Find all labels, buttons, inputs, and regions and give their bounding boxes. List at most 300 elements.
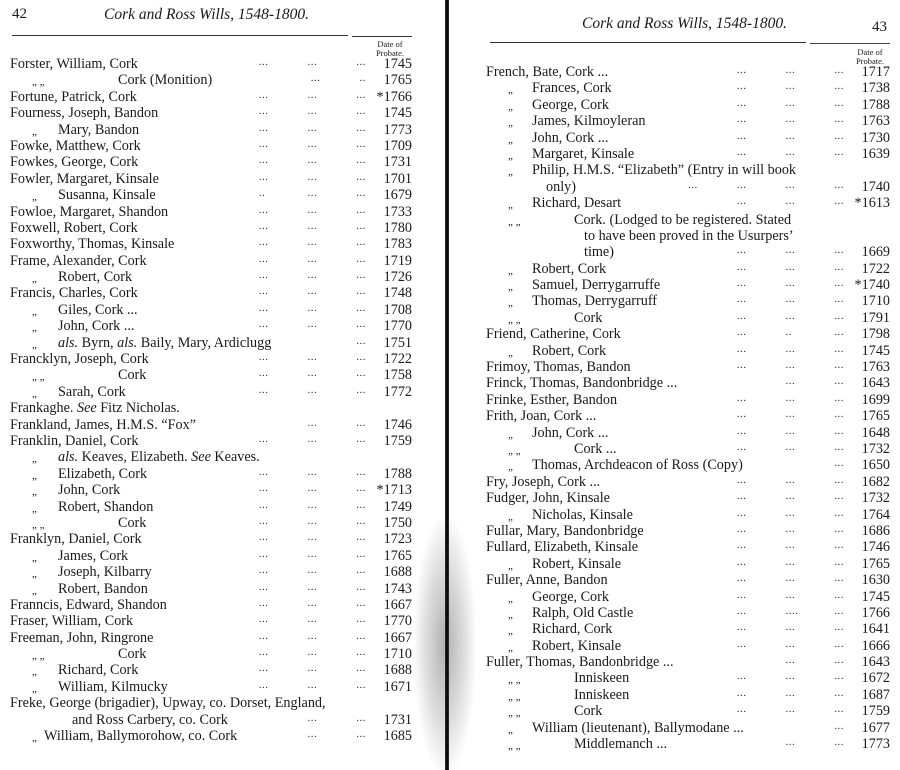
- probate-year: 1791: [861, 309, 890, 326]
- leader-dots: ... ... ...: [258, 547, 366, 560]
- probate-year: 1763: [861, 113, 890, 130]
- entry-name: Cork. (Lodged to be registered. Stated: [574, 211, 792, 228]
- entry-name: Philip, H.M.S. “Elizabeth” (Entry in will book: [532, 162, 797, 179]
- probate-year: 1643: [861, 654, 890, 671]
- entry-name: Robert, Bandon: [58, 580, 148, 597]
- running-title: Cork and Ross Wills, 1548-1800.: [104, 6, 309, 23]
- probate-year: 1679: [383, 187, 412, 204]
- probate-year: 1748: [383, 285, 412, 302]
- ditto-mark: „ „: [508, 674, 521, 687]
- header-rule-short: [810, 43, 890, 44]
- entry-name: Fuller, Thomas, Bandonbridge ...: [486, 654, 674, 671]
- ditto-mark: „: [508, 166, 513, 179]
- entry-name: George, Cork: [532, 96, 609, 113]
- entry-name: Fourness, Joseph, Bandon: [10, 105, 159, 122]
- leader-dots: ... ... ...: [736, 342, 844, 355]
- entry-name: Cork: [118, 367, 147, 384]
- probate-year: 1765: [383, 72, 412, 89]
- probate-year: 1773: [383, 121, 412, 138]
- ditto-mark: „: [508, 625, 513, 638]
- leader-dots: ... ... ...: [258, 269, 366, 282]
- ditto-mark: „: [508, 461, 513, 474]
- probate-year: 1766: [861, 604, 890, 621]
- entry-name: Frinck, Thomas, Bandonbridge ...: [486, 375, 678, 392]
- probate-year: 1740: [861, 178, 890, 195]
- ditto-mark: „: [508, 149, 513, 162]
- entry-name: Richard, Desart: [532, 195, 622, 212]
- entry-name: Mary, Bandon: [58, 121, 140, 138]
- leader-dots: ... ... ...: [736, 359, 844, 372]
- entry-name: Joseph, Kilbarry: [58, 564, 152, 581]
- entry-name: Robert, Cork: [532, 260, 607, 277]
- entry-name: Middlemanch ...: [574, 736, 667, 753]
- probate-year: 1687: [861, 686, 890, 703]
- entry-name: Forster, William, Cork: [10, 56, 138, 72]
- entry-name: als. Byrn, als. Baily, Mary, Ardiclugg: [58, 334, 272, 351]
- entry-name: Fowloe, Margaret, Shandon: [10, 203, 169, 220]
- leader-dots: ... .. ...: [736, 326, 844, 339]
- leader-dots: ... ... ...: [258, 596, 366, 609]
- entry-name: Thomas, Archdeacon of Ross (Copy): [532, 457, 743, 474]
- entry-name: French, Bate, Cork ...: [486, 64, 609, 80]
- leader-dots: ... ... ...: [736, 113, 844, 126]
- leader-dots: ... ... ...: [736, 555, 844, 568]
- probate-year: 1730: [861, 129, 890, 146]
- ditto-mark: „: [508, 199, 513, 212]
- probate-year: 1749: [383, 498, 412, 515]
- ditto-mark: „: [32, 338, 37, 351]
- leader-dots: ... ... ...: [736, 293, 844, 306]
- probate-year: 1710: [861, 293, 890, 310]
- ditto-mark: „: [508, 297, 513, 310]
- leader-dots: ... ...: [785, 654, 844, 667]
- leader-dots: ... ... ...: [736, 473, 844, 486]
- ditto-mark: „: [32, 568, 37, 581]
- leader-dots: ... ...: [785, 736, 844, 749]
- probate-year: 1759: [383, 432, 412, 449]
- probate-year: 1765: [861, 408, 890, 425]
- ditto-mark: „: [32, 486, 37, 499]
- probate-year: 1745: [383, 56, 412, 72]
- probate-year: 1639: [861, 145, 890, 162]
- entry-list: [486, 64, 890, 752]
- probate-year: 1710: [383, 646, 412, 663]
- ditto-mark: „: [32, 682, 37, 695]
- entry-name: Frinke, Esther, Bandon: [486, 391, 618, 408]
- leader-dots: ... ... ...: [258, 137, 366, 150]
- leader-dots: ... ... ...: [258, 580, 366, 593]
- probate-year: 1788: [383, 465, 412, 482]
- entry-name: Ralph, Old Castle: [532, 604, 634, 621]
- probate-year: 1765: [861, 555, 890, 572]
- entry-name: to have been proved in the Usurpers’: [584, 227, 794, 244]
- probate-year: 1745: [861, 588, 890, 605]
- entry-name: Fullard, Elizabeth, Kinsale: [486, 539, 639, 556]
- leader-dots: ... ... ...: [736, 637, 844, 650]
- probate-year: 1671: [383, 678, 412, 695]
- entry-name: and Ross Carbery, co. Cork: [72, 711, 228, 728]
- entry-name: Fowke, Matthew, Cork: [10, 137, 141, 154]
- leader-dots: ... ... ...: [258, 351, 366, 364]
- leader-dots: ... ... ...: [736, 80, 844, 93]
- ditto-mark: „ „: [32, 650, 45, 663]
- entry-row: [486, 212, 890, 228]
- ditto-mark: „: [32, 584, 37, 597]
- entry-name: James, Cork: [58, 547, 129, 564]
- probate-year: 1650: [861, 457, 890, 474]
- probate-year: 1717: [861, 64, 890, 80]
- leader-dots: ... ... ...: [736, 408, 844, 421]
- entry-name: Frances, Cork: [532, 80, 612, 97]
- probate-year: 1667: [383, 629, 412, 646]
- probate-year: 1770: [383, 318, 412, 335]
- entry-name: Frith, Joan, Cork ...: [486, 408, 597, 425]
- probate-year: 1709: [383, 137, 412, 154]
- probate-year: 1701: [383, 170, 412, 187]
- probate-year: 1722: [383, 351, 412, 368]
- probate-year: 1723: [383, 531, 412, 548]
- entry-name: Fowkes, George, Cork: [10, 154, 139, 171]
- entry-name: Foxworthy, Thomas, Kinsale: [10, 236, 175, 253]
- probate-year: 1667: [383, 596, 412, 613]
- probate-year: 1699: [861, 391, 890, 408]
- entry-row: [486, 736, 890, 752]
- entry-row: [10, 679, 412, 695]
- probate-year: *1766: [376, 88, 412, 105]
- column-header-date-of-probate: [848, 48, 892, 65]
- probate-year: 1733: [383, 203, 412, 220]
- probate-year: 1722: [861, 260, 890, 277]
- entry-name: Elizabeth, Cork: [58, 465, 148, 482]
- ditto-mark: „: [32, 305, 37, 318]
- ditto-mark: „: [508, 723, 513, 736]
- ditto-mark: „: [508, 428, 513, 441]
- entry-list: [10, 56, 412, 744]
- leader-dots: ... ... ...: [258, 383, 366, 396]
- leader-dots: ... ... ...: [258, 564, 366, 577]
- entry-name: Cork: [118, 514, 147, 531]
- entry-name: Frame, Alexander, Cork: [10, 252, 147, 269]
- probate-year: 1783: [383, 236, 412, 253]
- leader-dots: ...: [834, 719, 844, 732]
- probate-year: 1788: [861, 96, 890, 113]
- entry-name: Frankaghe. See Fitz Nicholas.: [10, 400, 180, 417]
- leader-dots: ... ... ...: [258, 678, 366, 691]
- probate-year: 1731: [383, 154, 412, 171]
- entry-name: Francis, Charles, Cork: [10, 285, 138, 302]
- probate-year: 1770: [383, 613, 412, 630]
- ditto-mark: „: [32, 469, 37, 482]
- probate-year: 1798: [861, 326, 890, 343]
- right-page: [452, 0, 900, 770]
- probate-year: 1763: [861, 359, 890, 376]
- leader-dots: ... ...: [785, 375, 844, 388]
- probate-year: 1648: [861, 424, 890, 441]
- ditto-mark: „: [32, 732, 37, 745]
- leader-dots: ... ... ...: [736, 703, 844, 716]
- leader-dots: ... ... ...: [736, 96, 844, 109]
- entry-name: Cork (Monition): [118, 72, 213, 89]
- ditto-mark: „: [508, 117, 513, 130]
- entry-name: Cork: [574, 703, 603, 720]
- leader-dots: ... ... ...: [736, 621, 844, 634]
- leader-dots: ... ... ... ...: [688, 178, 844, 191]
- leader-dots: ... ... ...: [736, 277, 844, 290]
- leader-dots: ... ... ...: [258, 465, 366, 478]
- probate-year: 1666: [861, 637, 890, 654]
- entry-name: John, Cork ...: [58, 318, 135, 335]
- entry-name: William, Ballymorohow, co. Cork: [44, 728, 238, 745]
- entry-row: [486, 195, 890, 211]
- entry-name: als. Keaves, Elizabeth. See Keaves.: [58, 449, 260, 466]
- probate-year: 1685: [383, 728, 412, 745]
- entry-name: William, Kilmucky: [58, 678, 168, 695]
- probate-year: 1732: [861, 440, 890, 457]
- page-number: 43: [872, 19, 887, 35]
- probate-year: 1731: [383, 711, 412, 728]
- probate-year: 1686: [861, 522, 890, 539]
- leader-dots: ... ... ...: [258, 646, 366, 659]
- entry-name: only): [546, 178, 576, 195]
- leader-dots: ... ... ...: [258, 613, 366, 626]
- ditto-mark: „: [32, 551, 37, 564]
- leader-dots: ... ... ...: [736, 572, 844, 585]
- entry-name: Nicholas, Kinsale: [532, 506, 633, 523]
- leader-dots: ... ... ...: [736, 424, 844, 437]
- left-page: [0, 0, 440, 770]
- leader-dots: ... ... ...: [736, 244, 844, 257]
- column-header-line-2: Probate.: [855, 55, 885, 66]
- entry-name: Robert, Kinsale: [532, 637, 622, 654]
- entry-name: Cork ...: [574, 440, 617, 457]
- ditto-mark: „: [508, 133, 513, 146]
- entry-name: Samuel, Derrygarruffe: [532, 277, 661, 294]
- entry-name: Fuller, Anne, Bandon: [486, 572, 608, 589]
- probate-year: 1745: [383, 105, 412, 122]
- entry-name: James, Kilmoyleran: [532, 113, 646, 130]
- leader-dots: ... ... ...: [736, 195, 844, 208]
- ditto-mark: „: [32, 453, 37, 466]
- entry-name: Frimoy, Thomas, Bandon: [486, 359, 631, 376]
- probate-year: 1688: [383, 564, 412, 581]
- column-header-line-1: Date of: [857, 47, 883, 57]
- leader-dots: ... ... ...: [258, 56, 366, 68]
- ditto-mark: „: [32, 666, 37, 679]
- ditto-mark: „: [508, 100, 513, 113]
- entry-name: Fullar, Mary, Bandonbridge: [486, 522, 644, 539]
- leader-dots: ... ... ...: [736, 145, 844, 158]
- entry-name: Franklyn, Daniel, Cork: [10, 531, 142, 548]
- entry-name: Fry, Joseph, Cork ...: [486, 473, 601, 490]
- ditto-mark: „ „: [508, 215, 521, 228]
- entry-name: Richard, Cork: [58, 662, 139, 679]
- entry-name: Thomas, Derrygarruff: [532, 293, 658, 310]
- entry-name: John, Cork ...: [532, 129, 609, 146]
- leader-dots: ... ... ...: [736, 490, 844, 503]
- entry-row: [486, 703, 890, 719]
- entry-name: Susanna, Kinsale: [58, 187, 156, 204]
- leader-dots: .. ... ...: [258, 187, 366, 200]
- entry-name: Fudger, John, Kinsale: [486, 490, 610, 507]
- entry-name: Fraser, William, Cork: [10, 613, 134, 630]
- leader-dots: ... ... ...: [258, 252, 366, 265]
- entry-row: [10, 318, 412, 334]
- header-rule: [490, 42, 806, 43]
- leader-dots: ... ...: [307, 711, 366, 724]
- leader-dots: ... ... ...: [258, 498, 366, 511]
- ditto-mark: „: [32, 387, 37, 400]
- ditto-mark: „: [508, 592, 513, 605]
- column-header-line-2: Probate.: [375, 47, 405, 58]
- book-spine: [445, 0, 449, 770]
- header-rule-short: [352, 36, 412, 37]
- entry-name: Margaret, Kinsale: [532, 145, 635, 162]
- ditto-mark: „ „: [32, 518, 45, 531]
- entry-name: Cork: [574, 309, 603, 326]
- ditto-mark: „ „: [508, 707, 521, 720]
- entry-name: time): [584, 244, 614, 261]
- leader-dots: ... ... ...: [258, 301, 366, 314]
- column-header-date-of-probate: [368, 40, 412, 57]
- probate-year: 1708: [383, 301, 412, 318]
- probate-year: 1669: [861, 244, 890, 261]
- leader-dots: ... ... ...: [736, 539, 844, 552]
- entry-name: John, Cork: [58, 482, 121, 499]
- ditto-mark: „: [32, 191, 37, 204]
- entry-name: Franklin, Daniel, Cork: [10, 432, 139, 449]
- ditto-mark: „: [32, 273, 37, 286]
- probate-year: 1751: [383, 334, 412, 351]
- ditto-mark: „: [32, 502, 37, 515]
- probate-year: 1643: [861, 375, 890, 392]
- probate-year: 1773: [861, 736, 890, 753]
- leader-dots: ... ... ...: [258, 105, 366, 118]
- ditto-mark: „ „: [508, 740, 521, 753]
- leader-dots: ... ... ...: [258, 236, 366, 249]
- entry-name: Robert, Kinsale: [532, 555, 622, 572]
- leader-dots: ... ... ...: [258, 531, 366, 544]
- ditto-mark: „: [508, 281, 513, 294]
- leader-dots: ... ... ...: [258, 629, 366, 642]
- leader-dots: ... ... ...: [736, 522, 844, 535]
- probate-year: 1688: [383, 662, 412, 679]
- leader-dots: ... ... ...: [736, 440, 844, 453]
- ditto-mark: „: [508, 84, 513, 97]
- leader-dots: ... ...: [307, 728, 366, 741]
- probate-year: 1743: [383, 580, 412, 597]
- ditto-mark: „: [508, 641, 513, 654]
- probate-year: 1758: [383, 367, 412, 384]
- probate-year: 1719: [383, 252, 412, 269]
- entry-name: Freke, George (brigadier), Upway, co. Dorset, England,: [10, 695, 326, 712]
- leader-dots: ... ... ...: [258, 662, 366, 675]
- entry-name: Francklyn, Joseph, Cork: [10, 351, 149, 368]
- leader-dots: ... ... ...: [736, 64, 844, 76]
- leader-dots: ... ... ...: [258, 154, 366, 167]
- probate-year: *1613: [854, 195, 890, 212]
- entry-name: George, Cork: [532, 588, 609, 605]
- probate-year: 1726: [383, 269, 412, 286]
- entry-row: [10, 728, 412, 744]
- entry-name: Richard, Cork: [532, 621, 613, 638]
- probate-year: 1750: [383, 514, 412, 531]
- leader-dots: ... ... ...: [258, 285, 366, 298]
- probate-year: 1759: [861, 703, 890, 720]
- entry-name: John, Cork ...: [532, 424, 609, 441]
- leader-dots: ... ... ...: [258, 121, 366, 134]
- leader-dots: ... ... ...: [258, 318, 366, 331]
- entry-name: Robert, Shandon: [58, 498, 154, 515]
- leader-dots: ... ... ...: [258, 170, 366, 183]
- leader-dots: ... ... ...: [736, 309, 844, 322]
- ditto-mark: „ „: [32, 371, 45, 384]
- probate-year: 1746: [861, 539, 890, 556]
- leader-dots: ... ... ...: [736, 670, 844, 683]
- probate-year: 1746: [383, 416, 412, 433]
- probate-year: 1738: [861, 80, 890, 97]
- probate-year: 1677: [861, 719, 890, 736]
- leader-dots: ... ...: [307, 416, 366, 429]
- leader-dots: ... ..: [310, 72, 366, 85]
- ditto-mark: „: [508, 608, 513, 621]
- ditto-mark: „: [32, 125, 37, 138]
- ditto-mark: „ „: [508, 444, 521, 457]
- entry-name: Foxwell, Robert, Cork: [10, 219, 138, 236]
- leader-dots: ... ... ...: [258, 514, 366, 527]
- leader-dots: ... ... ...: [258, 203, 366, 216]
- ditto-mark: „ „: [508, 313, 521, 326]
- entry-row: [10, 433, 412, 449]
- probate-year: 1745: [861, 342, 890, 359]
- probate-year: 1672: [861, 670, 890, 687]
- leader-dots: ...: [356, 334, 366, 347]
- ditto-mark: „: [32, 322, 37, 335]
- column-header-line-1: Date of: [377, 39, 403, 49]
- probate-year: 1780: [383, 219, 412, 236]
- ditto-mark: „: [508, 510, 513, 523]
- probate-year: 1764: [861, 506, 890, 523]
- leader-dots: ... ... ...: [736, 686, 844, 699]
- probate-year: 1732: [861, 490, 890, 507]
- probate-year: *1713: [376, 482, 412, 499]
- entry-name: William (lieutenant), Ballymodane ...: [532, 719, 744, 736]
- entry-name: Friend, Catherine, Cork: [486, 326, 621, 343]
- entry-name: Inniskeen: [574, 670, 630, 687]
- leader-dots: ... ... ...: [736, 506, 844, 519]
- ditto-mark: „: [508, 264, 513, 277]
- probate-year: 1765: [383, 547, 412, 564]
- entry-name: Robert, Cork: [532, 342, 607, 359]
- leader-dots: ... ... ...: [258, 432, 366, 445]
- entry-name: Inniskeen: [574, 686, 630, 703]
- header-rule: [12, 35, 348, 36]
- leader-dots: ...: [834, 457, 844, 470]
- entry-name: Fortune, Patrick, Cork: [10, 88, 137, 105]
- leader-dots: ... ... ...: [258, 367, 366, 380]
- entry-name: Frankland, James, H.M.S. “Fox”: [10, 416, 196, 433]
- ditto-mark: „: [508, 346, 513, 359]
- ditto-mark: „ „: [32, 76, 45, 89]
- ditto-mark: „: [508, 559, 513, 572]
- leader-dots: ... ... ...: [258, 219, 366, 232]
- leader-dots: ... ... ...: [736, 391, 844, 404]
- entry-name: Robert, Cork: [58, 269, 133, 286]
- leader-dots: ... ... ...: [258, 482, 366, 495]
- entry-row: [10, 384, 412, 400]
- entry-row: [486, 146, 890, 162]
- running-title: Cork and Ross Wills, 1548-1800.: [582, 15, 787, 32]
- entry-name: Giles, Cork ...: [58, 301, 138, 318]
